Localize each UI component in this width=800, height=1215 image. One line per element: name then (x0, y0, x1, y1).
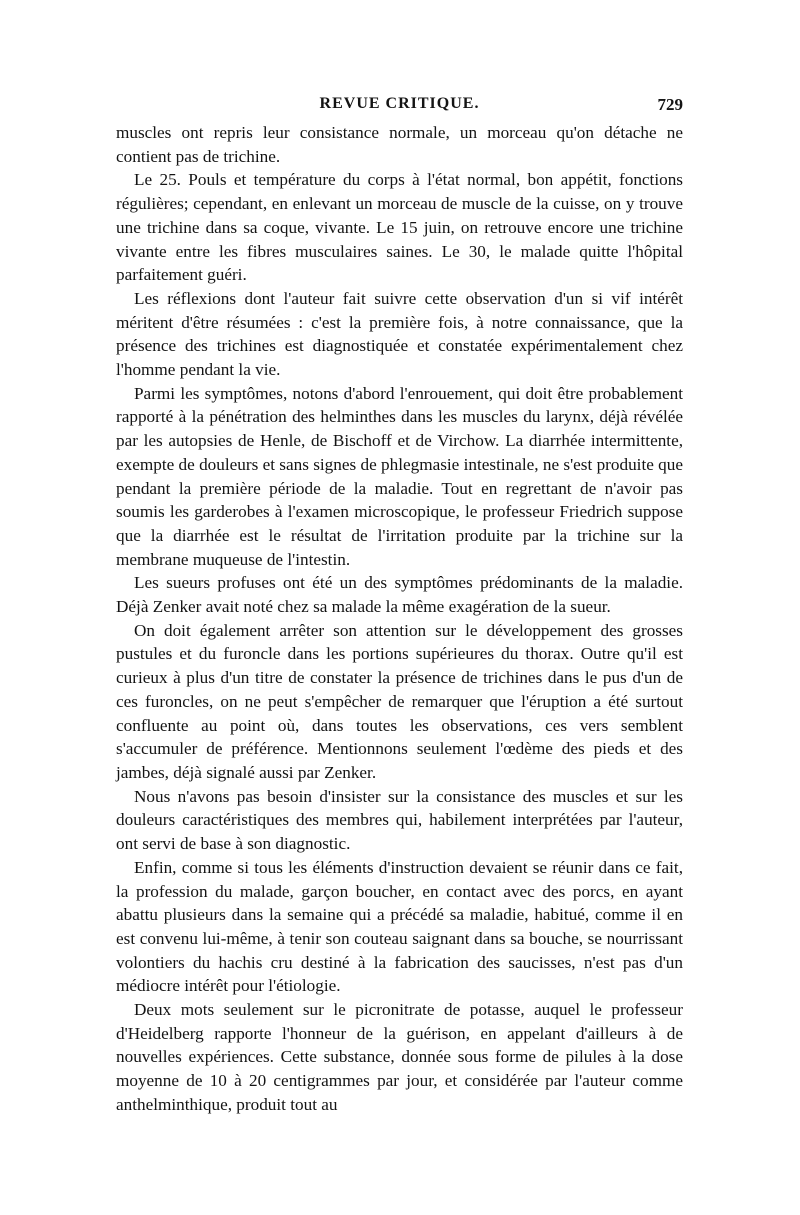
book-page (116, 95, 683, 1117)
paragraph: muscles ont repris leur consistance normale, un morceau qu'on détache ne contient pas de trichine. (116, 123, 683, 166)
body-text (116, 121, 683, 1117)
paragraph: Le 25. Pouls et température du corps à l'état normal, bon appétit, fonctions régulières; cependant, en enlevant un morceau de muscle de la cuisse, on y trouve une trichine dans sa coque, vivante. Le 15 juin, on retrouve encore une trichine vivante entre les fibres musculaires saines. Le 30, le malade quitte l'hôpital parfaitement guéri. (116, 170, 683, 285)
paragraph: Nous n'avons pas besoin d'insister sur la consistance des muscles et sur les douleurs caractéristiques des membres qui, habilement interprétées par l'auteur, ont servi de base à son diagnostic. (116, 786, 683, 854)
running-header (116, 95, 683, 121)
paragraph: Deux mots seulement sur le picronitrate de potasse, auquel le professeur d'Heidelberg rapporte l'honneur de la guérison, en appelant d'ailleurs à de nouvelles expériences. Cette substance, donnée sous forme de pilules à la dose moyenne de 10 à 20 centigrammes par jour, et considérée par l'auteur comme anthelminthique, produit tout au (116, 1000, 683, 1114)
paragraph: Les sueurs profuses ont été un des symptômes prédominants de la maladie. Déjà Zenker avait noté chez sa malade la même exagération de la sueur. (116, 573, 683, 617)
paragraph: Enfin, comme si tous les éléments d'instruction devaient se réunir dans ce fait, la profession du malade, garçon boucher, en contact avec des porcs, en ayant abattu plusieurs dans la semaine qui a précédé sa maladie, habitué, comme il en est convenu lui-même, à tenir son couteau saignant dans sa bouche, se nourrissant volontiers du hachis cru destiné à la fabrication des saucisses, n'est pas d'un médiocre intérêt pour l'étiologie. (116, 857, 683, 996)
paragraph: Les réflexions dont l'auteur fait suivre cette observation d'un si vif intérêt méritent d'être résumées : c'est la première fois, à notre connaissance, que la présence des trichines est diagnostiquée et constatée expérimentalement chez l'homme pendant la vie. (116, 288, 683, 380)
paragraph: On doit également arrêter son attention sur le développement des grosses pustules et du furoncle dans les portions supérieures du thorax. Outre qu'il est curieux à plus d'un titre de constater la présence de trichines dans le pus d'un de ces furoncles, on ne peut s'empêcher de remarquer que l'éruption a été surtout confluente au point où, dans toutes les observations, ces vers semblent s'accumuler de préférence. Mentionnons seulement l'œdème des pieds et des jambes, déjà signalé aussi par Zenker. (116, 620, 683, 782)
page-number: 729 (657, 95, 683, 114)
paragraph: Parmi les symptômes, notons d'abord l'enrouement, qui doit être probablement rapporté à la pénétration des helminthes dans les muscles du larynx, déjà révélée par les autopsies de Henle, de Bischoff et de Virchow. La diarrhée intermittente, exempte de douleurs et sans signes de phlegmasie intestinale, ne s'est produite que pendant la première période de la maladie. Tout en regrettant de n'avoir pas soumis les garderobes à l'examen microscopique, le professeur Friedrich suppose que la diarrhée est le résultat de l'irritation produite par la trichine sur la membrane muqueuse de l'intestin. (116, 383, 683, 569)
running-title: REVUE CRITIQUE. (319, 95, 480, 112)
